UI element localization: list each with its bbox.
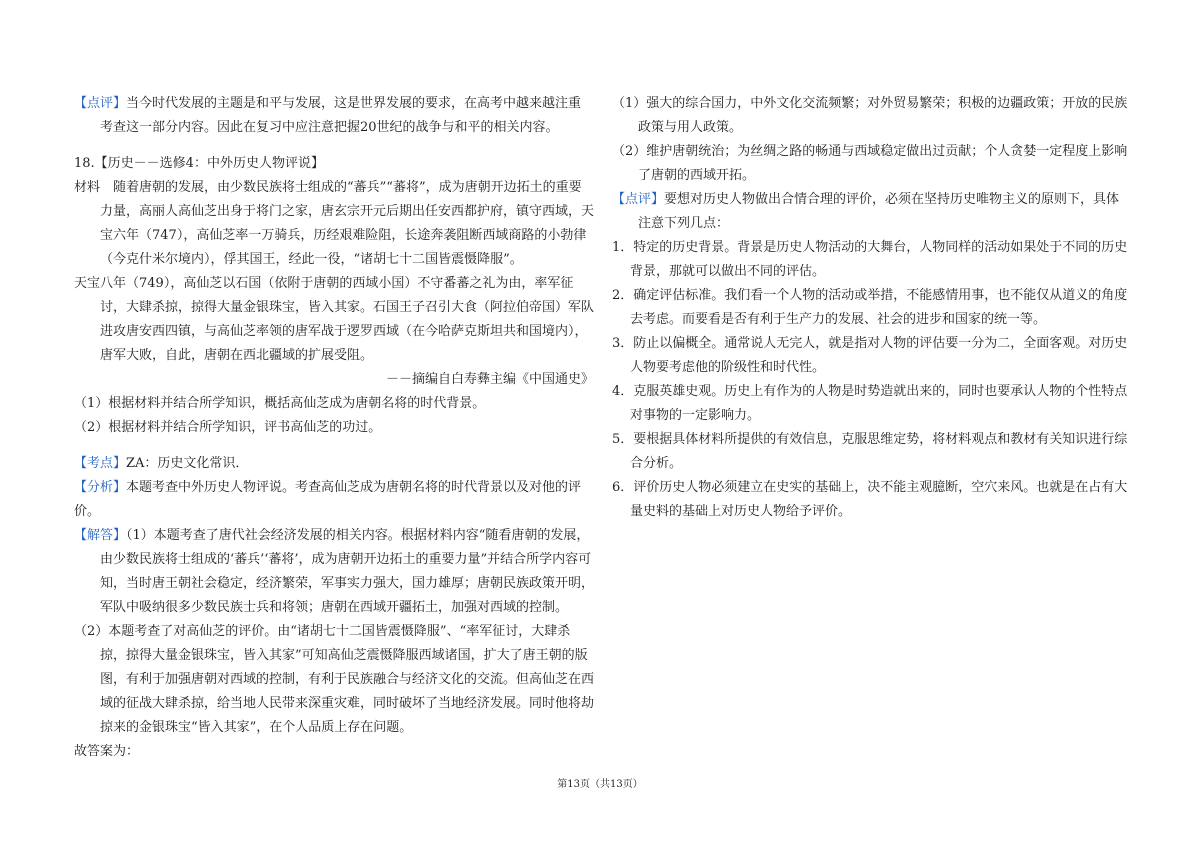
comment-tag: 【点评】 xyxy=(74,96,127,111)
material-paragraph-1: 材料 随着唐朝的发展，由少数民族将士组成的“蕃兵”“蕃将”，成为唐朝开边拓土的重要力量，高丽人高仙芝出身于将门之家，唐玄宗开元后期出任安西都护府，镇守西域，天宝六年（747），高仙芝率一万骑兵，历经艰难险阻，长途奔袭阻断西域商路的小勃律（今克什米尔境内），俘其国王，经此一役，“诸胡七十二国皆震慑降服”。 xyxy=(74,180,595,267)
sub-question-1: （1）根据材料并结合所学知识，概括高仙芝成为唐朝名将的时代背景。 xyxy=(74,396,486,411)
kaodian-tag: 【考点】 xyxy=(74,456,127,471)
comment-tag-2: 【点评】 xyxy=(612,192,665,207)
fenxi-text: 本题考查中外历史人物评说。考查高仙芝成为唐朝名将的时代背景以及对他的评价。 xyxy=(74,480,582,519)
answer-2: （2）维护唐朝统治；为丝绸之路的畅通与西域稳定做出过贡献；个人贪婪一定程度上影响了唐朝的西域开拓。 xyxy=(612,144,1128,183)
answer-label: 故答案为： xyxy=(74,744,140,759)
fenxi-line xyxy=(74,476,594,524)
comment-text-2: 要想对历史人物做出合情合理的评价，必须在坚持历史唯物主义的原则下，具体注意下列几点： xyxy=(638,192,1120,231)
point-3: 3．防止以偏概全。通常说人无完人，就是指对人物的评估要一分为二，全面客观。对历史人物要考虑他的阶级性和时代性。 xyxy=(612,336,1128,375)
right-column xyxy=(612,92,1130,524)
material-source: －－摘编自白寿彝主编《中国通史》 xyxy=(385,372,594,387)
comment-paragraph-2 xyxy=(612,188,1130,236)
point-2: 2．确定评估标准。我们看一个人物的活动或举措，不能感情用事，也不能仅从道义的角度去考虑。而要看是否有利于生产力的发展、社会的进步和国家的统一等。 xyxy=(612,288,1128,327)
kaodian-text: ZA：历史文化常识． xyxy=(126,456,249,471)
jieda-paragraph-1 xyxy=(74,524,594,620)
fenxi-tag: 【分析】 xyxy=(74,480,127,495)
comment-text: 当今时代发展的主题是和平与发展，这是世界发展的要求，在高考中越来越注重考查这一部分内容。因此在复习中应注意把握20世纪的战争与和平的相关内容。 xyxy=(100,96,582,135)
point-1: 1．特定的历史背景。背景是历史人物活动的大舞台，人物同样的活动如果处于不同的历史背景，那就可以做出不同的评估。 xyxy=(612,240,1128,279)
kaodian-line xyxy=(74,452,594,476)
page-footer: 第13页（共13页） xyxy=(557,779,643,790)
jieda-paragraph-2: （2）本题考查了对高仙芝的评价。由“诸胡七十二国皆震慑降服”、“率军征讨，大肆杀掠，掠得大量金银珠宝，皆入其家”可知高仙芝震慑降服西域诸国，扩大了唐王朝的版图，有利于加强唐朝对西域的控制，有利于民族融合与经济文化的交流。但高仙芝在西域的征战大肆杀掠，给当地人民带来深重灾难，同时破坏了当地经济发展。同时他将劫掠来的金银珠宝“皆入其家”，在个人品质上存在问题。 xyxy=(74,624,595,735)
material-paragraph-2: 天宝八年（749），高仙芝以石国（依附于唐朝的西域小国）不守番蕃之礼为由，率军征讨，大肆杀掠，掠得大量金银珠宝，皆入其家。石国王子召引大食（阿拉伯帝国）军队进攻唐安西四镇，与高仙芝率领的唐军战于逻罗西域（在今哈萨克斯坦共和国境内），唐军大败，自此，唐朝在西北疆域的扩展受阻。 xyxy=(74,276,595,363)
sub-question-2: （2）根据材料并结合所学知识，评书高仙芝的功过。 xyxy=(74,420,382,435)
point-4: 4．克服英雄史观。历史上有作为的人物是时势造就出来的，同时也要承认人物的个性特点对事物的一定影响力。 xyxy=(612,384,1128,423)
point-6: 6．评价历史人物必须建立在史实的基础上，决不能主观臆断，空穴来风。也就是在占有大量史料的基础上对历史人物给予评价。 xyxy=(612,480,1128,519)
question-18-title: 18.【历史－－选修4：中外历史人物评说】 xyxy=(74,156,324,171)
comment-paragraph xyxy=(74,92,594,140)
answer-1: （1）强大的综合国力，中外文化交流频繁；对外贸易繁荣；积极的边疆政策；开放的民族政策与用人政策。 xyxy=(612,96,1128,135)
left-column xyxy=(74,92,594,764)
point-5: 5．要根据具体材料所提供的有效信息，克服思维定势，将材料观点和教材有关知识进行综合分析。 xyxy=(612,432,1128,471)
jieda-tag: 【解答】 xyxy=(74,528,127,543)
jieda-text-1: （1）本题考查了唐代社会经济发展的相关内容。根据材料内容“随看唐朝的发展，由少数民族将士组成的‘蕃兵’‘蕃将’，成为唐朝开边拓土的重要力量”并结合所学内容可知，当时唐王朝社会稳定，经济繁荣，军事实力强大，国力雄厚；唐朝民族政策开明，军队中吸纳很多少数民族士兵和将领；唐朝在西域开疆拓土，加强对西域的控制。 xyxy=(100,528,595,615)
